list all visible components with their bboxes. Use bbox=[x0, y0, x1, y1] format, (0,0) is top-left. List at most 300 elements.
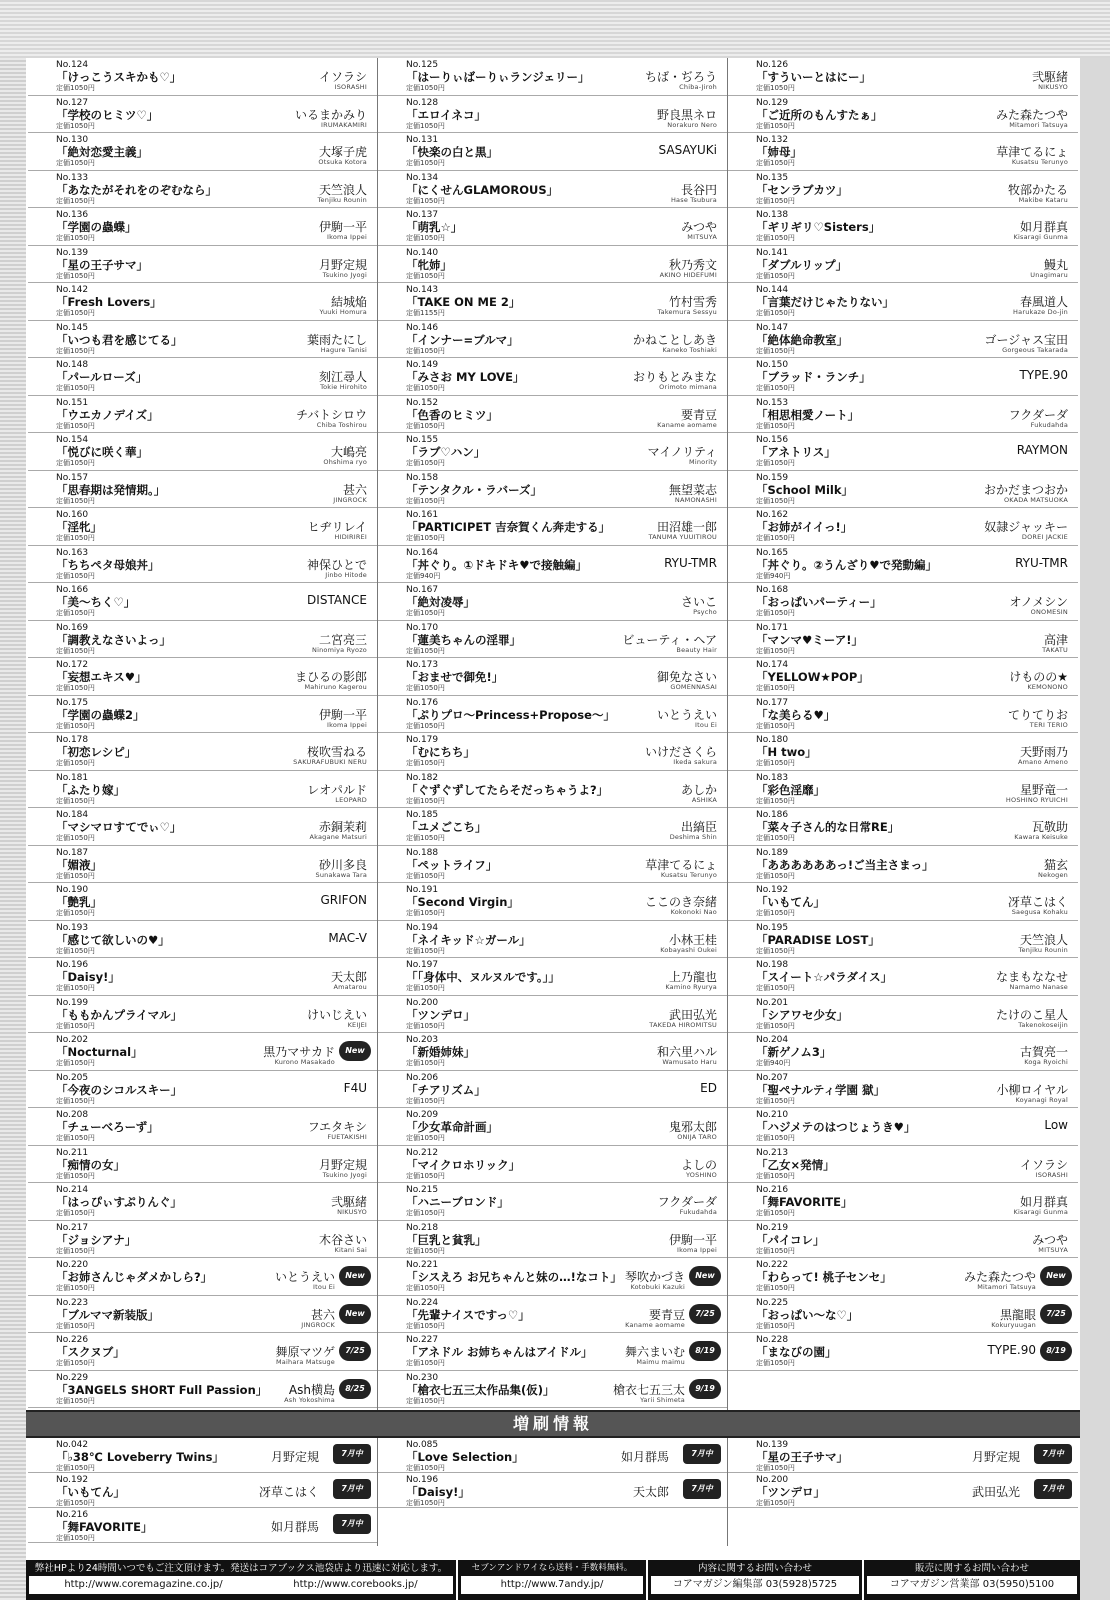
book-number: No.173 bbox=[406, 660, 439, 670]
book-author: Ash横島 bbox=[288, 1382, 335, 1397]
footer-order bbox=[26, 1560, 458, 1600]
book-author: DISTANCE bbox=[307, 593, 367, 607]
book-price: 定価1050円 bbox=[56, 946, 95, 955]
book-price: 定価1050円 bbox=[406, 684, 445, 692]
book-author: 葉雨たにし bbox=[306, 332, 367, 347]
book-number: No.134 bbox=[406, 172, 439, 183]
book-author-romaji: Tsukino Jyogi bbox=[322, 1170, 367, 1179]
book-author-romaji: ONIJA TARO bbox=[677, 1133, 717, 1141]
book-author-romaji: Akagane Matsuri bbox=[309, 833, 367, 841]
book-title: 「ご近所のもんすたぁ」 bbox=[756, 107, 883, 122]
book-title: 「舞FAVORITE」 bbox=[56, 1520, 153, 1534]
book-title: 「ぷりプロ～Princess+Propose～」 bbox=[406, 707, 615, 722]
book-author-romaji: AKINO HIDEFUMI bbox=[659, 270, 717, 279]
book-price: 定価1050円 bbox=[56, 1096, 95, 1105]
book-author: チバトシロウ bbox=[295, 407, 367, 422]
book-author-romaji: Kokonoki Nao bbox=[670, 908, 717, 916]
book-entry bbox=[378, 246, 727, 284]
book-author: 如月群馬 bbox=[620, 1450, 669, 1464]
book-author: RAYMON bbox=[1016, 443, 1068, 457]
book-number: No.192 bbox=[56, 1475, 89, 1485]
book-author: ED bbox=[700, 1080, 717, 1095]
book-number: No.150 bbox=[756, 360, 789, 370]
book-entry bbox=[28, 733, 377, 771]
book-price: 定価1050円 bbox=[56, 309, 95, 317]
book-author: 天竺浪人 bbox=[1019, 932, 1068, 947]
book-title: 「ももかんプライマル」 bbox=[56, 1007, 183, 1022]
book-author-romaji: Kisaragi Gunma bbox=[1013, 1208, 1068, 1216]
book-price: 定価1050円 bbox=[56, 459, 95, 467]
book-title: 「「身体中、ヌルヌルです。」」 bbox=[406, 970, 560, 984]
book-number: No.171 bbox=[756, 622, 789, 633]
book-author: いけださくら bbox=[644, 745, 717, 759]
book-author-romaji: Koga Ryoichi bbox=[1024, 1058, 1068, 1066]
book-price: 定価1050円 bbox=[406, 421, 445, 430]
book-title: 「Second Virgin」 bbox=[406, 895, 519, 909]
book-title: 「チアリズム」 bbox=[406, 1082, 486, 1097]
release-badge: 7/25 bbox=[1040, 1304, 1072, 1324]
book-entry bbox=[378, 133, 727, 171]
book-author: 長谷円 bbox=[680, 182, 717, 197]
book-author: 赤銅茉莉 bbox=[318, 820, 367, 834]
book-number: No.186 bbox=[756, 810, 789, 820]
book-entry bbox=[28, 1071, 377, 1109]
book-entry bbox=[378, 171, 727, 209]
book-author: 田沼雄一郎 bbox=[656, 520, 717, 534]
book-entry bbox=[28, 171, 377, 209]
book-title: 「アネドル お姉ちゃんはアイドル」 bbox=[406, 1345, 593, 1359]
book-author: GRIFON bbox=[320, 893, 367, 907]
book-number: No.218 bbox=[406, 1222, 439, 1233]
book-entry bbox=[378, 583, 727, 621]
book-price: 定価1050円 bbox=[756, 1246, 795, 1255]
book-entry bbox=[728, 696, 1078, 734]
book-entry bbox=[28, 1508, 377, 1543]
book-entry bbox=[728, 1473, 1078, 1508]
release-badge: 8/19 bbox=[1040, 1341, 1072, 1361]
book-number: No.216 bbox=[756, 1185, 789, 1195]
book-price: 定価1050円 bbox=[756, 684, 795, 692]
book-title: 「色香のヒミツ」 bbox=[406, 407, 498, 422]
book-price: 定価1050円 bbox=[756, 121, 795, 130]
book-author-romaji: DOREI JACKIE bbox=[1021, 533, 1068, 541]
book-price: 定価1050円 bbox=[56, 1359, 95, 1367]
book-entry bbox=[28, 921, 377, 959]
book-title: 「ダブルリップ」 bbox=[756, 257, 848, 272]
book-author-romaji: Tenjiku Rounin bbox=[1018, 945, 1068, 954]
book-number: No.199 bbox=[56, 997, 89, 1008]
book-author: 黒龍眼 bbox=[999, 1307, 1036, 1322]
book-author: 野良黒ネロ bbox=[656, 107, 717, 122]
footer-sales bbox=[864, 1560, 1080, 1600]
book-author: 伊駒一平 bbox=[318, 707, 367, 722]
book-title: 「聖ペナルティ学園 獄」 bbox=[756, 1082, 886, 1097]
book-title: 「快楽の白と黒」 bbox=[406, 145, 498, 159]
book-author: ビューティ・ヘア bbox=[622, 632, 717, 647]
book-title: 「スクヌブ」 bbox=[56, 1345, 125, 1359]
book-author-romaji: Wamusato Haru bbox=[662, 1058, 717, 1066]
book-title: 「H two」 bbox=[756, 745, 817, 759]
book-author: MAC-V bbox=[328, 930, 367, 945]
book-author-romaji: JINGROCK bbox=[301, 1320, 335, 1329]
book-title: 「媚液」 bbox=[56, 857, 102, 872]
book-title: 「シアワセ少女」 bbox=[756, 1007, 848, 1022]
book-entry bbox=[728, 808, 1078, 846]
book-author: 如月群真 bbox=[1019, 220, 1068, 234]
book-author: オノメシン bbox=[1009, 595, 1068, 609]
book-title: 「乙女×発情」 bbox=[756, 1157, 835, 1172]
book-number: No.153 bbox=[756, 397, 789, 408]
reprint-column-2 bbox=[378, 1438, 728, 1546]
book-title: 「Nocturnal」 bbox=[56, 1045, 143, 1059]
book-number: No.217 bbox=[56, 1222, 89, 1233]
book-author: いるまかみり bbox=[294, 107, 367, 122]
book-price: 定価1050円 bbox=[406, 871, 445, 880]
book-author: イソラシ bbox=[1019, 1157, 1068, 1172]
book-price: 定価1050円 bbox=[56, 1171, 95, 1180]
book-entry bbox=[378, 358, 727, 396]
book-author: さいこ bbox=[680, 595, 717, 609]
release-badge: 9/19 bbox=[689, 1379, 721, 1399]
book-entry bbox=[728, 883, 1078, 921]
book-author-romaji: Maihara Matsuge bbox=[276, 1358, 335, 1366]
book-price: 定価1050円 bbox=[56, 346, 95, 355]
seven-andy-link[interactable]: http://www.7andy.jp/ bbox=[461, 1576, 643, 1594]
book-number: No.165 bbox=[756, 547, 789, 558]
book-price: 定価1050円 bbox=[56, 1134, 95, 1142]
book-author: ちば・ぢろう bbox=[644, 70, 717, 84]
book-number: No.190 bbox=[56, 885, 89, 895]
book-entry bbox=[378, 1221, 727, 1259]
book-title: 「センラブカツ」 bbox=[756, 182, 848, 197]
book-author-romaji: Koyanagi Royal bbox=[1015, 1095, 1068, 1104]
book-author: いとうえい bbox=[656, 707, 717, 722]
book-price: 定価1050円 bbox=[56, 571, 95, 580]
book-author: 甚六 bbox=[342, 482, 367, 497]
book-price: 定価1050円 bbox=[406, 346, 445, 355]
book-author: 高津 bbox=[1043, 632, 1068, 647]
book-author-romaji: Harukaze Do-jin bbox=[1013, 308, 1068, 316]
book-entry bbox=[728, 171, 1078, 209]
book-price: 定価1050円 bbox=[756, 1096, 795, 1105]
book-number: No.187 bbox=[56, 847, 89, 858]
book-price: 定価1050円 bbox=[406, 1396, 445, 1405]
book-author: 奴隷ジャッキー bbox=[984, 520, 1068, 534]
book-price: 定価1050円 bbox=[56, 159, 95, 167]
book-entry bbox=[378, 696, 727, 734]
book-title: 「菜々子さん的な日常RE」 bbox=[756, 820, 900, 834]
book-entry bbox=[378, 771, 727, 809]
book-title: 「インナー=ブルマ」 bbox=[406, 332, 519, 347]
book-author-romaji: Ikoma Ippei bbox=[327, 720, 367, 729]
book-number: No.229 bbox=[56, 1372, 89, 1383]
book-entry bbox=[728, 58, 1078, 96]
book-number: No.201 bbox=[756, 997, 789, 1008]
book-number: No.159 bbox=[756, 472, 789, 483]
book-title: 「痴情の女」 bbox=[56, 1157, 125, 1172]
book-number: No.156 bbox=[756, 435, 789, 445]
book-author: 古賀亮一 bbox=[1019, 1045, 1068, 1059]
book-entry bbox=[28, 1296, 377, 1334]
book-price: 定価1050円 bbox=[56, 1499, 95, 1507]
book-price: 定価1050円 bbox=[756, 1464, 795, 1472]
book-author-romaji: Mitamori Tatsuya bbox=[977, 1283, 1036, 1291]
book-price: 定価1050円 bbox=[56, 1534, 95, 1542]
book-title: 「ユメごこち」 bbox=[406, 820, 487, 834]
book-title: 「けっこうスキかも♡」 bbox=[56, 70, 182, 84]
book-title: 「PARADISE LOST」 bbox=[756, 932, 880, 947]
book-entry bbox=[378, 58, 727, 96]
book-price: 定価1050円 bbox=[756, 459, 795, 467]
book-price: 定価1050円 bbox=[406, 1059, 445, 1067]
catalog-column-2 bbox=[378, 58, 728, 1410]
book-price: 定価940円 bbox=[756, 1059, 791, 1067]
order-text: 弊社HPより24時間いつでもご注文頂けます。発送はコアブックス池袋店より迅速に対応します。 bbox=[34, 1563, 448, 1574]
book-entry bbox=[28, 133, 377, 171]
book-number: No.227 bbox=[406, 1335, 439, 1345]
book-entry bbox=[378, 208, 727, 246]
book-author-romaji: IRUMAKAMIRI bbox=[321, 120, 367, 129]
coremagazine-link[interactable]: http://www.coremagazine.co.jp/ bbox=[64, 1579, 223, 1590]
book-price: 定価1050円 bbox=[56, 1021, 95, 1030]
book-author: 神保ひとで bbox=[306, 557, 367, 572]
book-title: 「チューべろーず」 bbox=[56, 1120, 159, 1134]
book-number: No.148 bbox=[56, 360, 89, 370]
book-title: 「丼ぐり。①ドキドキ♥で接触編」 bbox=[406, 557, 588, 572]
book-title: 「牝姉」 bbox=[406, 257, 452, 272]
book-author-romaji: Ohshima ryo bbox=[323, 458, 367, 466]
book-entry bbox=[728, 358, 1078, 396]
book-entry bbox=[728, 433, 1078, 471]
book-number: No.207 bbox=[756, 1072, 789, 1083]
book-entry bbox=[728, 583, 1078, 621]
book-author: 月野定規 bbox=[318, 257, 367, 272]
book-author: 如月群馬 bbox=[270, 1520, 319, 1534]
book-author: フクダーダ bbox=[657, 1195, 717, 1209]
book-title: 「むにちち」 bbox=[406, 745, 475, 759]
book-number: No.182 bbox=[406, 772, 439, 783]
release-badge: 7月中 bbox=[333, 1479, 371, 1499]
book-price: 定価1050円 bbox=[406, 459, 445, 467]
book-author-romaji: TANUMA YUUITIROU bbox=[648, 533, 717, 541]
book-author-romaji: ONOMESIN bbox=[1030, 608, 1068, 616]
book-author-romaji: Tokie Hirohito bbox=[320, 383, 367, 391]
book-number: No.128 bbox=[406, 97, 439, 108]
book-entry bbox=[728, 396, 1078, 434]
book-title: 「感じて欲しいの♥」 bbox=[56, 932, 170, 947]
book-entry bbox=[28, 358, 377, 396]
book-number: No.188 bbox=[406, 847, 439, 858]
book-number: No.224 bbox=[406, 1297, 439, 1308]
book-author: 無望菜志 bbox=[668, 482, 717, 497]
book-entry bbox=[28, 1146, 377, 1184]
book-number: No.180 bbox=[756, 735, 789, 745]
book-title: 「萌乳☆」 bbox=[406, 220, 463, 234]
book-number: No.162 bbox=[756, 510, 789, 520]
book-author: けいじえい bbox=[306, 1007, 367, 1022]
book-author: 草津てるにょ bbox=[996, 145, 1068, 159]
book-entry bbox=[28, 958, 377, 996]
book-number: No.136 bbox=[56, 210, 89, 220]
book-title: 「蓮美ちゃんの淫罪」 bbox=[406, 632, 521, 647]
book-author-romaji: Sunakawa Tara bbox=[315, 870, 367, 879]
book-author: かねことしあき bbox=[632, 332, 717, 347]
book-price: 定価940円 bbox=[756, 571, 791, 580]
footer-seven bbox=[458, 1560, 648, 1600]
book-price: 定価1050円 bbox=[406, 946, 445, 955]
book-number: No.198 bbox=[756, 960, 789, 970]
book-price: 定価1050円 bbox=[406, 1209, 445, 1217]
book-price: 定価1050円 bbox=[406, 1464, 445, 1472]
book-price: 定価1050円 bbox=[756, 1284, 795, 1292]
book-number: No.212 bbox=[406, 1147, 439, 1158]
book-author-romaji: OKADA MATSUOKA bbox=[1003, 495, 1068, 504]
book-title: 「ラブ♡ハン」 bbox=[406, 445, 486, 459]
book-author: なまもななせ bbox=[995, 970, 1068, 984]
book-title: 「いもてん」 bbox=[756, 895, 825, 909]
book-number: No.178 bbox=[56, 735, 89, 745]
book-author-romaji: Amatarou bbox=[333, 983, 367, 991]
book-author: 月野定規 bbox=[270, 1450, 319, 1464]
book-entry bbox=[728, 208, 1078, 246]
book-price: 定価1050円 bbox=[406, 1359, 445, 1367]
book-price: 定価1050円 bbox=[406, 159, 445, 167]
book-number: No.197 bbox=[406, 960, 439, 970]
book-author: 槍衣七五三太 bbox=[612, 1382, 685, 1397]
book-entry bbox=[378, 1296, 727, 1334]
release-badge: 7月中 bbox=[1034, 1479, 1072, 1499]
book-author-romaji: Kitani Sai bbox=[334, 1245, 367, 1254]
book-author: 大塚子虎 bbox=[318, 145, 367, 159]
book-author-romaji: SAKURAFUBUKI NERU bbox=[293, 758, 367, 766]
book-price: 定価1050円 bbox=[56, 534, 95, 542]
book-title: 「いつも君を感じてる」 bbox=[56, 332, 183, 347]
book-author: てりてりお bbox=[1007, 707, 1068, 722]
book-entry bbox=[728, 471, 1078, 509]
release-badge: 7月中 bbox=[683, 1479, 721, 1499]
book-author-romaji: Yarii Shimeta bbox=[640, 1395, 685, 1404]
book-number: No.042 bbox=[56, 1440, 89, 1450]
book-entry bbox=[378, 808, 727, 846]
book-author: みた森たつや bbox=[995, 107, 1068, 122]
book-author: 和六里ハル bbox=[656, 1045, 717, 1059]
book-entry bbox=[28, 1438, 377, 1473]
book-entry bbox=[378, 733, 727, 771]
sales-heading: 販売に関するお問い合わせ bbox=[914, 1563, 1029, 1574]
book-price: 定価1050円 bbox=[406, 121, 445, 130]
left-stripe-border bbox=[0, 0, 26, 1600]
book-author: よしの bbox=[680, 1157, 717, 1172]
release-badge: 7月中 bbox=[333, 1444, 371, 1464]
book-number: No.146 bbox=[406, 322, 439, 333]
book-number: No.206 bbox=[406, 1072, 439, 1083]
catalog-list bbox=[28, 58, 1078, 1410]
book-price: 定価1050円 bbox=[756, 84, 795, 92]
book-title: 「School Milk」 bbox=[756, 482, 854, 497]
book-price: 定価1050円 bbox=[756, 1171, 795, 1180]
book-entry bbox=[378, 546, 727, 584]
book-author-romaji: Kobayashi Oukei bbox=[660, 945, 717, 954]
book-title: 「ハニーブロンド」 bbox=[406, 1195, 509, 1209]
book-price: 定価1050円 bbox=[56, 1059, 95, 1067]
book-price: 定価1050円 bbox=[56, 1321, 95, 1330]
book-entry bbox=[28, 1221, 377, 1259]
book-title: 「ツンデロ」 bbox=[756, 1485, 825, 1499]
book-number: No.215 bbox=[406, 1185, 439, 1195]
book-author: 結城焔 bbox=[330, 295, 367, 309]
book-title: 「思春期は発情期。」 bbox=[56, 482, 166, 497]
book-author: 舞原マツゲ bbox=[275, 1345, 335, 1359]
book-author: 舞六まいむ bbox=[624, 1345, 685, 1359]
book-number: No.194 bbox=[406, 922, 439, 933]
book-title: 「彩色淫靡」 bbox=[756, 782, 825, 797]
book-author: 伊駒一平 bbox=[318, 220, 367, 234]
book-number: No.130 bbox=[56, 135, 89, 145]
book-price: 定価1050円 bbox=[756, 234, 795, 242]
book-number: No.211 bbox=[56, 1147, 89, 1158]
book-author: ゴージャス宝田 bbox=[984, 332, 1068, 347]
catalog-column-1 bbox=[28, 58, 378, 1410]
book-price: 定価1050円 bbox=[406, 1499, 445, 1507]
book-title: 「舞FAVORITE」 bbox=[756, 1195, 853, 1209]
book-number: No.144 bbox=[756, 285, 789, 295]
book-title: 「わらって! 桃子センセ」 bbox=[756, 1270, 892, 1284]
book-title: 「ネイキッド☆ガール」 bbox=[406, 932, 531, 947]
book-price: 定価1050円 bbox=[756, 1209, 795, 1217]
book-entry bbox=[378, 1033, 727, 1071]
book-price: 定価1050円 bbox=[56, 609, 95, 617]
book-entry bbox=[378, 658, 727, 696]
book-author: イソラシ bbox=[318, 70, 367, 84]
book-entry bbox=[728, 958, 1078, 996]
book-title: 「ハジメテのはつじょうき♥」 bbox=[756, 1120, 916, 1134]
corebooks-link[interactable]: http://www.corebooks.jp/ bbox=[293, 1579, 418, 1590]
book-title: 「淫牝」 bbox=[56, 520, 102, 534]
book-number: No.085 bbox=[406, 1440, 439, 1450]
book-title: 「YELLOW★POP」 bbox=[756, 670, 869, 684]
book-author: 瓦敬助 bbox=[1031, 820, 1068, 834]
book-entry bbox=[378, 1438, 727, 1473]
book-author: RYU-TMR bbox=[664, 555, 717, 570]
book-author-romaji: NIKUSYO bbox=[1038, 83, 1068, 91]
book-author: あしか bbox=[680, 782, 717, 797]
book-author-romaji: Takenokoseijin bbox=[1018, 1020, 1068, 1029]
book-entry bbox=[378, 1371, 727, 1409]
book-title: 「言葉だけじゃたりない」 bbox=[756, 295, 894, 309]
book-title: 「ペットライフ」 bbox=[406, 857, 498, 872]
book-author: ここのき奈緒 bbox=[644, 895, 717, 909]
book-title: 「少女革命計画」 bbox=[406, 1120, 498, 1134]
book-price: 定価1050円 bbox=[56, 84, 95, 92]
book-price: 定価1050円 bbox=[756, 1359, 795, 1367]
book-entry bbox=[378, 846, 727, 884]
book-author: 砂川多良 bbox=[318, 857, 367, 872]
book-price: 定価1050円 bbox=[406, 1321, 445, 1330]
book-entry bbox=[28, 58, 377, 96]
book-author-romaji: Mitamori Tatsuya bbox=[1009, 120, 1068, 129]
book-author-romaji: ISORASHI bbox=[1035, 1170, 1068, 1179]
book-author-romaji: Jinbo Hitode bbox=[325, 570, 367, 579]
book-number: No.170 bbox=[406, 622, 439, 633]
book-title: 「星の王子サマ」 bbox=[756, 1450, 848, 1464]
book-number: No.184 bbox=[56, 810, 89, 820]
book-author-romaji: Mahiruno Kagerou bbox=[304, 683, 367, 691]
book-author-romaji: TAKEDA HIROMITSU bbox=[649, 1020, 717, 1029]
book-author-romaji: Makibe Kataru bbox=[1018, 195, 1068, 204]
book-price: 定価1050円 bbox=[756, 834, 795, 842]
book-price: 定価1050円 bbox=[756, 309, 795, 317]
book-number: No.204 bbox=[756, 1035, 789, 1045]
